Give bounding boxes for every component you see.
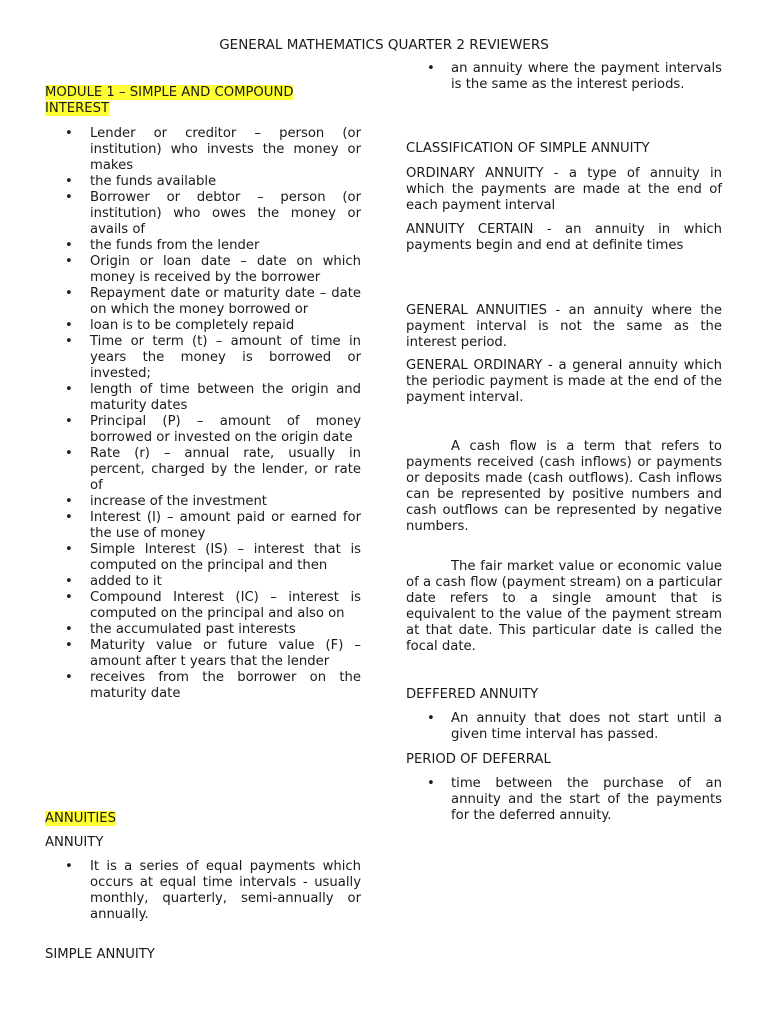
list-item: • Interest (I) – amount paid or earned for the use of money bbox=[45, 510, 361, 542]
list-item: • Compound Interest (IC) – interest is computed on the principal and also on bbox=[45, 590, 361, 622]
deferred-annuity-list bbox=[406, 711, 722, 743]
list-item: • Simple Interest (IS) – interest that is computed on the principal and then bbox=[45, 542, 361, 574]
list-item: • It is a series of equal payments which occurs at equal time intervals - usually monthly, quarterly, semi-annually or annually. bbox=[45, 859, 361, 923]
list-item: • time between the purchase of an annuity and the start of the payments for the deferred annuity. bbox=[406, 776, 722, 824]
list-item: • Maturity value or future value (F) – amount after t years that the lender bbox=[45, 638, 361, 670]
fair-market-value-paragraph: The fair market value or economic value of a cash flow (payment stream) on a particular date refers to a single amount that is equivalent to the value of the payment stream at that date. This particular date is called the focal date. bbox=[406, 559, 722, 654]
list-item: • length of time between the origin and maturity dates bbox=[45, 382, 361, 414]
simple-annuity-label: SIMPLE ANNUITY bbox=[45, 947, 155, 962]
definitions-list bbox=[45, 126, 361, 702]
cash-flow-paragraph: A cash flow is a term that refers to payments received (cash inflows) or payments or deposits made (cash outflows). Cash inflows can be represented by positive numbers and cash outflows can be represented by negative numbers. bbox=[406, 439, 722, 534]
list-item: • Borrower or debtor – person (or institution) who owes the money or avails of bbox=[45, 190, 361, 238]
document-title: GENERAL MATHEMATICS QUARTER 2 REVIEWERS bbox=[219, 37, 549, 53]
list-item: • Origin or loan date – date on which money is received by the borrower bbox=[45, 254, 361, 286]
list-item: • receives from the borrower on the maturity date bbox=[45, 670, 361, 702]
list-item: • Time or term (t) – amount of time in years the money is borrowed or invested; bbox=[45, 334, 361, 382]
annuity-definition-list bbox=[45, 859, 361, 923]
annuities-heading-text: ANNUITIES bbox=[45, 811, 116, 826]
general-annuities-definition: GENERAL ANNUITIES - an annuity where the payment interval is not the same as the interest period. bbox=[406, 303, 722, 350]
list-item: • Lender or creditor – person (or institution) who invests the money or makes bbox=[45, 126, 361, 174]
module-1-heading-text: MODULE 1 – SIMPLE AND COMPOUND INTEREST bbox=[45, 85, 294, 116]
list-item: • increase of the investment bbox=[45, 494, 361, 510]
period-of-deferral-list bbox=[406, 776, 722, 824]
annuity-label: ANNUITY bbox=[45, 835, 104, 850]
list-item: • An annuity that does not start until a given time interval has passed. bbox=[406, 711, 722, 743]
list-item: • loan is to be completely repaid bbox=[45, 318, 361, 334]
module-1-heading bbox=[45, 85, 361, 117]
list-item: • the funds from the lender bbox=[45, 238, 361, 254]
annuity-certain-definition: ANNUITY CERTAIN - an annuity in which payments begin and end at definite times bbox=[406, 222, 722, 253]
list-item: • the accumulated past interests bbox=[45, 622, 361, 638]
list-item: • the funds available bbox=[45, 174, 361, 190]
list-item: • Repayment date or maturity date – date on which the money borrowed or bbox=[45, 286, 361, 318]
list-item: • Principal (P) – amount of money borrowed or invested on the origin date bbox=[45, 414, 361, 446]
classification-heading: CLASSIFICATION OF SIMPLE ANNUITY bbox=[406, 141, 650, 156]
deferred-annuity-heading: DEFFERED ANNUITY bbox=[406, 687, 539, 702]
ordinary-annuity-definition: ORDINARY ANNUITY - a type of annuity in which the payments are made at the end of each payment interval bbox=[406, 166, 722, 213]
list-item: • Rate (r) – annual rate, usually in percent, charged by the lender, or rate of bbox=[45, 446, 361, 494]
general-ordinary-definition: GENERAL ORDINARY - a general annuity which the periodic payment is made at the end of the payment interval. bbox=[406, 358, 722, 405]
period-of-deferral-heading: PERIOD OF DEFERRAL bbox=[406, 752, 551, 767]
simple-annuity-definition-list bbox=[406, 61, 722, 93]
list-item: • an annuity where the payment intervals is the same as the interest periods. bbox=[406, 61, 722, 93]
annuities-heading bbox=[45, 811, 361, 827]
list-item: • added to it bbox=[45, 574, 361, 590]
